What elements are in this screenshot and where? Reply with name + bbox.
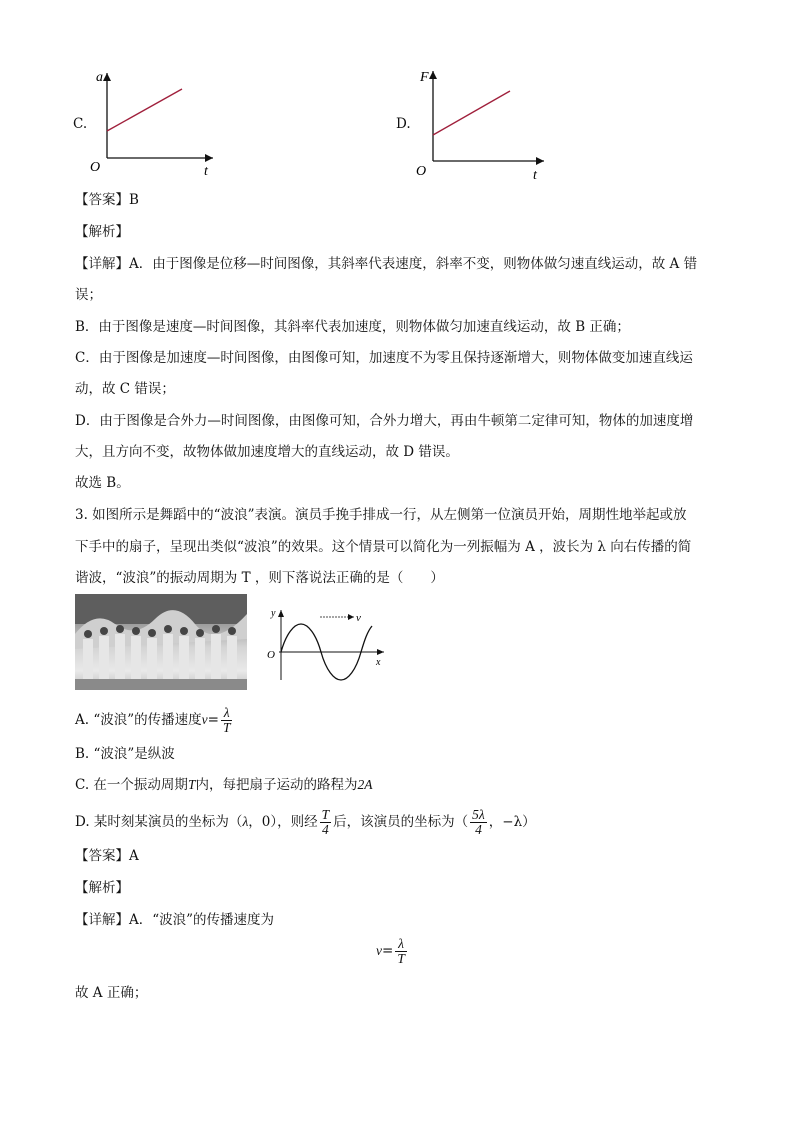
q2-analysis-tag: 【解析】	[75, 224, 129, 240]
wave-diagram	[264, 604, 389, 684]
wave-y-label: y	[271, 608, 276, 619]
q2-detail-line-3: B．由于图像是速度—时间图像，其斜率代表加速度，则物体做匀加速直线运动，故 B 正确；	[75, 319, 630, 335]
q3-answer: 【答案】A	[75, 848, 139, 864]
q2-detail-line-5: 动，故 C 错误；	[75, 381, 175, 397]
q3-formula: v= $\frac{\lambda}{T}$	[376, 936, 405, 966]
q3-stem-line-2: 下手中的扇子，呈现出类似“波浪”的效果。这个情景可以简化为一列振幅为 A ，波长为 λ 向右传播的简	[75, 539, 692, 555]
q3-stem-line-1: 3. 如图所示是舞蹈中的“波浪”表演。演员手挽手排成一行，从左侧第一位演员开始，周期性地举起或放	[75, 507, 687, 523]
graph-c-y-label: a	[96, 70, 103, 85]
q2-detail-line-6: D．由于图像是合外力—时间图像，由图像可知，合外力增大，再由牛顿第二定律可知，物体的加速度增	[75, 413, 694, 429]
q3-option-d: D. 某时刻某演员的坐标为（λ，0），则经 $\frac{T}{4}$ 后，该演员的坐标为（ $\frac{5\lambda}{4}$ ，−λ）	[75, 807, 536, 837]
q3-option-a: A. “波浪”的传播速度v= $\frac{\lambda}{T}$	[75, 705, 231, 735]
q2-detail-line-7: 大，且方向不变，故物体做加速度增大的直线运动，故 D 错误。	[75, 444, 459, 460]
wave-origin: O	[267, 649, 275, 661]
wave-v-label: v	[356, 612, 361, 624]
wave-x-label: x	[376, 657, 381, 668]
q2-detail-line-2: 误；	[75, 287, 102, 303]
graph-d-line	[433, 91, 510, 135]
dance-photo	[75, 594, 247, 690]
graph-d-origin: O	[416, 164, 427, 179]
q3-stem-line-3: 谐波，“波浪”的振动周期为 T ，则下落说法正确的是（ ）	[75, 570, 444, 586]
q3-option-c: C. 在一个振动周期T内，每把扇子运动的路程为2A	[75, 777, 373, 793]
graph-d-x-label: t	[533, 168, 537, 183]
graph-c	[88, 65, 218, 180]
q3-option-b: B. “波浪”是纵波	[75, 746, 175, 762]
graph-c-line	[107, 89, 182, 131]
graph-d	[414, 65, 549, 185]
graph-d-y-label: F	[420, 70, 429, 85]
graph-c-x-label: t	[204, 164, 208, 179]
option-d-label: D.	[396, 116, 411, 132]
q2-conclusion: 故选 B。	[75, 475, 130, 491]
q3-detail: 【详解】A．“波浪”的传播速度为	[75, 912, 275, 928]
q2-detail-line-4: C．由于图像是加速度—时间图像，由图像可知，加速度不为零且保持逐渐增大，则物体做变加速直线运	[75, 350, 693, 366]
q2-answer: 【答案】B	[75, 192, 139, 208]
q3-analysis-tag: 【解析】	[75, 880, 129, 896]
option-c-label: C.	[73, 116, 88, 132]
q3-conclusion: 故 A 正确；	[75, 985, 148, 1001]
graph-c-origin: O	[90, 160, 101, 175]
q2-detail-line-1: 【详解】A．由于图像是位移—时间图像，其斜率代表速度，斜率不变，则物体做匀速直线运动，故 A 错	[75, 256, 698, 272]
